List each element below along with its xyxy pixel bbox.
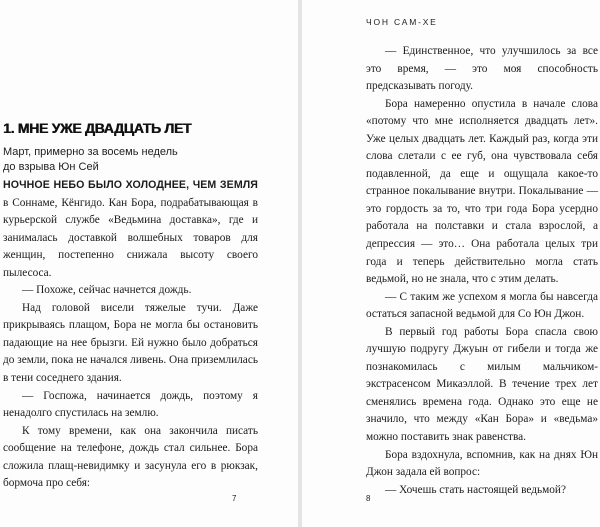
page-number-right: 8 [366, 494, 371, 503]
right-page-body [366, 43, 598, 499]
paragraph: К тому времени, как она закончила писать сообщение на телефоне, дождь стал сильнее. Бора сложила плащ-невидимку и засунула его в рюкзак, бормоча про себя: [3, 424, 258, 490]
subtitle-line-1: Март, примерно за восемь недель [3, 146, 178, 158]
paragraph: В первый год работы Бора спасла свою лучшую подругу Джуын от гибели и тогда же познакомилась с милым мальчиком-экстрасенсом Микаэллой. В течение трех лет сменялись времена года. Однако это еще не значило, что между «Кан Бора» и «ведьма» можно поставить знак равенства. [366, 325, 598, 444]
paragraph: Бора намеренно опустила в начале слова «потому что мне исполняется двадцать лет». Уже целых двадцать лет. Каждый раз, когда эти слова слетали с ее губ, она чувствовала себя подавленной, да еще и ощущала какое-то странное покалывание внутри. Покалывание — это гордость за то, что три года Бора усердно работала на полставки и стала взрослой, а депрессия — это… Она работала целых три года и теперь действительно могла стать ведьмой, но не знала, что с этим делать. [366, 97, 598, 286]
opening-paragraph [3, 177, 258, 282]
page-number-left: 7 [232, 494, 237, 503]
left-page [0, 0, 298, 527]
right-page [302, 0, 600, 527]
opening-paragraph-rest: в Соннаме, Кёнгидо. Кан Бора, подрабатывающая в курьерской службе «Ведьмина доставка», где и занималась доставкой волшебных товаров для женщин, постепенно снижала высоту своего пылесоса. [3, 196, 258, 279]
lead-in: НОЧНОЕ НЕБО БЫЛО ХОЛОДНЕЕ, ЧЕМ ЗЕМЛЯ [3, 179, 258, 191]
running-head: ЧОН САМ-ХЕ [366, 17, 438, 27]
paragraph: Над головой висели тяжелые тучи. Даже прикрываясь плащом, Бора не могла бы остановить падающие на нее брызги. Ей нужно было добраться до земли, пока не начался ливень. Она приземлилась в тени соседнего здания. [3, 301, 258, 385]
subtitle-line-2: до взрыва Юн Сей [3, 160, 99, 173]
chapter-subtitle [3, 145, 263, 174]
paragraph: — Госпожа, начинается дождь, поэтому я ненадолго спустилась на землю. [3, 389, 258, 420]
paragraph: Бора вздохнула, вспомнив, как на днях Юн Джон задала ей вопрос: [366, 448, 598, 479]
paragraph: — Похоже, сейчас начнется дождь. [22, 284, 192, 297]
paragraph: — С таким же успехом я могла бы навсегда остаться запасной ведьмой для Со Юн Джон. [366, 290, 598, 321]
paragraph: — Хочешь стать настоящей ведьмой? [385, 483, 566, 496]
left-page-body [3, 177, 258, 493]
chapter-title: 1. МНЕ УЖЕ ДВАДЦАТЬ ЛЕТ [3, 120, 192, 136]
paragraph: — Единственное, что улучшилось за все это время, — это моя способность предсказывать погоду. [366, 45, 598, 93]
